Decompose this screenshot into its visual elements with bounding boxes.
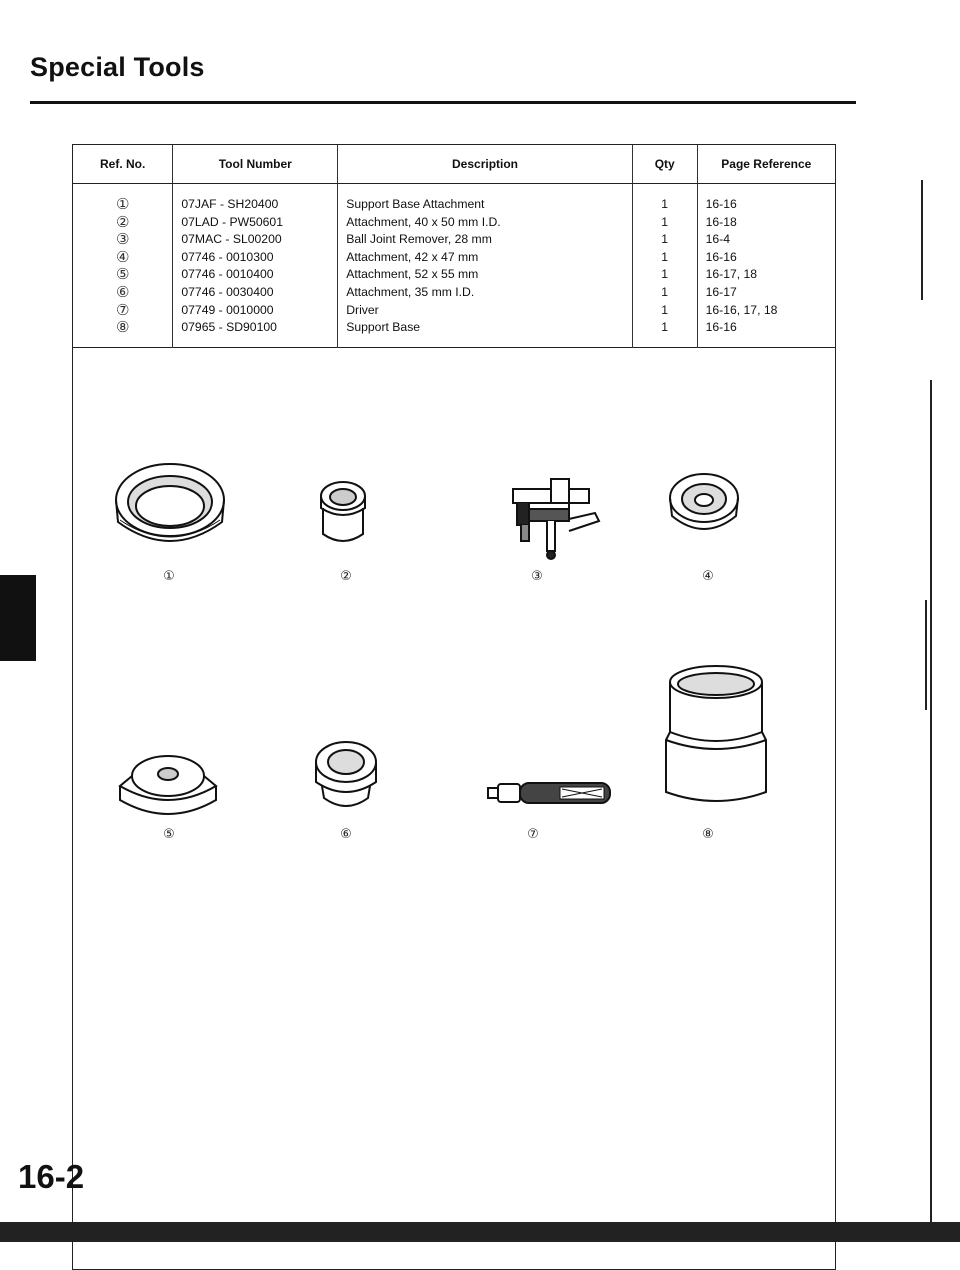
tool-number: 07746 - 0030400 <box>181 284 274 299</box>
ref-no: ⑤ <box>115 266 130 284</box>
bottom-edge-bar <box>0 1222 960 1242</box>
driver-illustration <box>484 778 618 808</box>
tool-number: 07746 - 0010400 <box>181 267 274 282</box>
tool-label: ⑧ <box>702 826 714 841</box>
qty: 1 <box>661 197 669 211</box>
description-cell <box>338 184 633 348</box>
qty: 1 <box>661 320 669 335</box>
description: Driver <box>346 302 379 317</box>
description: Attachment, 40 x 50 mm I.D. <box>346 214 501 229</box>
description: Attachment, 42 x 47 mm <box>346 249 479 264</box>
page-reference: 16-17 <box>705 284 737 299</box>
table-header-row <box>73 145 835 184</box>
qty-cell <box>632 184 697 348</box>
page-reference: 16-4 <box>705 232 730 247</box>
edge-line <box>921 180 923 300</box>
ref-no: ⑧ <box>115 319 130 337</box>
ref-no-cell <box>73 184 173 348</box>
tool-number: 07965 - SD90100 <box>181 320 277 335</box>
page-reference-cell <box>697 184 835 348</box>
support-base-illustration <box>664 662 776 812</box>
ref-no: ① <box>115 196 130 213</box>
description: Support Base Attachment <box>346 197 485 211</box>
tool-label: ⑤ <box>163 826 175 841</box>
qty: 1 <box>661 267 669 282</box>
col-header-ref: Ref. No. <box>73 145 173 184</box>
description: Attachment, 35 mm I.D. <box>346 284 475 299</box>
qty: 1 <box>661 302 669 317</box>
page-reference: 16-16 <box>705 249 737 264</box>
ref-no: ③ <box>115 231 130 249</box>
page-reference: 16-16 <box>705 197 737 211</box>
col-header-page-reference: Page Reference <box>697 145 835 184</box>
attachment-40x50-illustration <box>315 478 371 548</box>
tool-label: ④ <box>702 568 714 583</box>
page-number: 16-2 <box>18 1158 85 1195</box>
page-reference: 16-16 <box>705 320 737 335</box>
ball-joint-remover-illustration <box>495 475 605 565</box>
tool-number: 07749 - 0010000 <box>181 302 274 317</box>
tool-number: 07MAC - SL00200 <box>181 232 282 247</box>
attachment-35mm-illustration <box>310 738 382 818</box>
attachment-42x47-illustration <box>667 470 741 546</box>
edge-line <box>930 380 932 1240</box>
table-row <box>73 184 835 348</box>
page-reference: 16-16, 17, 18 <box>705 302 778 317</box>
description: Ball Joint Remover, 28 mm <box>346 232 492 247</box>
ref-no: ④ <box>115 248 130 266</box>
tool-label: ① <box>163 568 175 583</box>
tool-number: 07JAF - SH20400 <box>181 197 279 211</box>
description: Attachment, 52 x 55 mm <box>346 267 479 282</box>
tool-label: ⑦ <box>527 826 539 841</box>
tool-number: 07746 - 0010300 <box>181 249 274 264</box>
support-base-attachment-illustration <box>110 460 230 556</box>
edge-line <box>925 600 927 710</box>
page-title: Special Tools <box>30 52 205 82</box>
special-tools-table <box>73 145 835 348</box>
description: Support Base <box>346 320 421 335</box>
qty: 1 <box>661 284 669 299</box>
tool-label: ③ <box>531 568 543 583</box>
qty: 1 <box>661 249 669 264</box>
tool-label: ② <box>340 568 352 583</box>
attachment-52x55-illustration <box>110 752 226 822</box>
page-reference: 16-18 <box>705 214 737 229</box>
qty: 1 <box>661 232 669 247</box>
page-reference: 16-17, 18 <box>705 267 758 282</box>
col-header-tool-number: Tool Number <box>173 145 338 184</box>
tool-number-cell <box>173 184 338 348</box>
col-header-qty: Qty <box>632 145 697 184</box>
tool-label: ⑥ <box>340 826 352 841</box>
ref-no: ⑦ <box>115 301 130 319</box>
ref-no: ⑥ <box>115 283 130 301</box>
col-header-description: Description <box>338 145 633 184</box>
section-tab-marker <box>0 575 36 661</box>
title-rule <box>30 101 856 104</box>
tool-number: 07LAD - PW50601 <box>181 214 283 229</box>
qty: 1 <box>661 214 669 229</box>
ref-no: ② <box>115 213 130 231</box>
